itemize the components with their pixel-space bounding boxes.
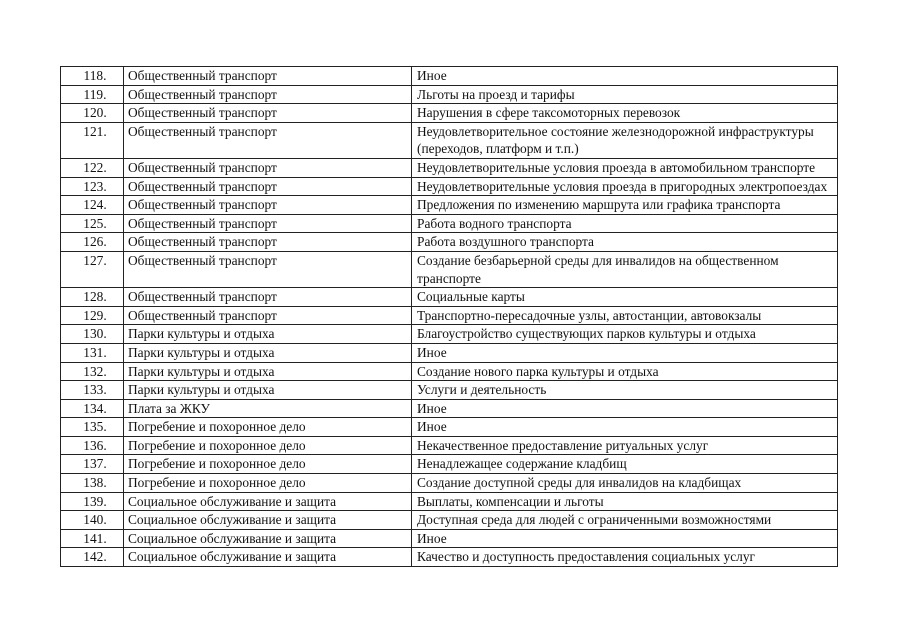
- table-row: [61, 251, 838, 287]
- table-row: [61, 233, 838, 252]
- category-cell: Общественный транспорт: [124, 196, 412, 215]
- table-row: [61, 325, 838, 344]
- subcategory-cell: Иное: [412, 67, 838, 86]
- table-row: [61, 104, 838, 123]
- subcategory-cell: Ненадлежащее содержание кладбищ: [412, 455, 838, 474]
- table-row: [61, 214, 838, 233]
- subcategory-cell: Иное: [412, 399, 838, 418]
- table-row: [61, 306, 838, 325]
- category-cell: Парки культуры и отдыха: [124, 362, 412, 381]
- subcategory-cell: Нарушения в сфере таксомоторных перевозок: [412, 104, 838, 123]
- table-row: [61, 177, 838, 196]
- subcategory-cell: Неудовлетворительные условия проезда в пригородных электропоездах: [412, 177, 838, 196]
- table-row: [61, 288, 838, 307]
- row-number-cell: 129.: [61, 306, 124, 325]
- row-number-cell: 126.: [61, 233, 124, 252]
- table-row: [61, 122, 838, 158]
- category-cell: Парки культуры и отдыха: [124, 343, 412, 362]
- category-cell: Погребение и похоронное дело: [124, 436, 412, 455]
- category-cell: Общественный транспорт: [124, 85, 412, 104]
- subcategory-cell: Иное: [412, 529, 838, 548]
- category-cell: Погребение и похоронное дело: [124, 455, 412, 474]
- table-row: [61, 511, 838, 530]
- table-row: [61, 418, 838, 437]
- table-row: [61, 196, 838, 215]
- subcategory-cell: Льготы на проезд и тарифы: [412, 85, 838, 104]
- row-number-cell: 123.: [61, 177, 124, 196]
- row-number-cell: 130.: [61, 325, 124, 344]
- category-cell: Общественный транспорт: [124, 158, 412, 177]
- row-number-cell: 133.: [61, 381, 124, 400]
- table-row: [61, 436, 838, 455]
- subcategory-cell: Работа водного транспорта: [412, 214, 838, 233]
- row-number-cell: 122.: [61, 158, 124, 177]
- table-row: [61, 548, 838, 567]
- row-number-cell: 127.: [61, 251, 124, 287]
- row-number-cell: 139.: [61, 492, 124, 511]
- row-number-cell: 140.: [61, 511, 124, 530]
- table-body: [61, 67, 838, 567]
- category-cell: Социальное обслуживание и защита: [124, 529, 412, 548]
- category-cell: Погребение и похоронное дело: [124, 474, 412, 493]
- table-row: [61, 158, 838, 177]
- subcategory-cell: Выплаты, компенсации и льготы: [412, 492, 838, 511]
- table-row: [61, 381, 838, 400]
- category-cell: Общественный транспорт: [124, 67, 412, 86]
- subcategory-cell: Неудовлетворительное состояние железнодорожной инфраструктуры (переходов, платформ и т.п.): [412, 122, 838, 158]
- row-number-cell: 121.: [61, 122, 124, 158]
- subcategory-cell: Транспортно-пересадочные узлы, автостанции, автовокзалы: [412, 306, 838, 325]
- row-number-cell: 132.: [61, 362, 124, 381]
- subcategory-cell: Благоустройство существующих парков культуры и отдыха: [412, 325, 838, 344]
- category-cell: Социальное обслуживание и защита: [124, 492, 412, 511]
- category-cell: Общественный транспорт: [124, 233, 412, 252]
- subcategory-cell: Работа воздушного транспорта: [412, 233, 838, 252]
- table-row: [61, 455, 838, 474]
- table-row: [61, 492, 838, 511]
- table-row: [61, 474, 838, 493]
- subcategory-cell: Создание доступной среды для инвалидов на кладбищах: [412, 474, 838, 493]
- category-cell: Социальное обслуживание и защита: [124, 548, 412, 567]
- row-number-cell: 125.: [61, 214, 124, 233]
- subcategory-cell: Качество и доступность предоставления социальных услуг: [412, 548, 838, 567]
- row-number-cell: 135.: [61, 418, 124, 437]
- subcategory-cell: Социальные карты: [412, 288, 838, 307]
- row-number-cell: 131.: [61, 343, 124, 362]
- table-row: [61, 85, 838, 104]
- row-number-cell: 137.: [61, 455, 124, 474]
- category-cell: Общественный транспорт: [124, 251, 412, 287]
- category-cell: Погребение и похоронное дело: [124, 418, 412, 437]
- table-row: [61, 529, 838, 548]
- table-row: [61, 399, 838, 418]
- category-cell: Общественный транспорт: [124, 122, 412, 158]
- category-cell: Общественный транспорт: [124, 214, 412, 233]
- category-cell: Общественный транспорт: [124, 104, 412, 123]
- table-row: [61, 343, 838, 362]
- row-number-cell: 119.: [61, 85, 124, 104]
- category-cell: Общественный транспорт: [124, 306, 412, 325]
- category-cell: Социальное обслуживание и защита: [124, 511, 412, 530]
- row-number-cell: 120.: [61, 104, 124, 123]
- subcategory-cell: Неудовлетворительные условия проезда в автомобильном транспорте: [412, 158, 838, 177]
- category-cell: Парки культуры и отдыха: [124, 325, 412, 344]
- row-number-cell: 134.: [61, 399, 124, 418]
- subcategory-cell: Иное: [412, 343, 838, 362]
- category-table: [60, 66, 838, 567]
- subcategory-cell: Создание нового парка культуры и отдыха: [412, 362, 838, 381]
- table-row: [61, 362, 838, 381]
- row-number-cell: 128.: [61, 288, 124, 307]
- table-row: [61, 67, 838, 86]
- row-number-cell: 136.: [61, 436, 124, 455]
- subcategory-cell: Доступная среда для людей с ограниченными возможностями: [412, 511, 838, 530]
- subcategory-cell: Услуги и деятельность: [412, 381, 838, 400]
- subcategory-cell: Создание безбарьерной среды для инвалидов на общественном транспорте: [412, 251, 838, 287]
- subcategory-cell: Иное: [412, 418, 838, 437]
- row-number-cell: 138.: [61, 474, 124, 493]
- category-cell: Общественный транспорт: [124, 288, 412, 307]
- category-cell: Парки культуры и отдыха: [124, 381, 412, 400]
- row-number-cell: 118.: [61, 67, 124, 86]
- category-cell: Плата за ЖКУ: [124, 399, 412, 418]
- row-number-cell: 141.: [61, 529, 124, 548]
- subcategory-cell: Некачественное предоставление ритуальных услуг: [412, 436, 838, 455]
- row-number-cell: 142.: [61, 548, 124, 567]
- category-cell: Общественный транспорт: [124, 177, 412, 196]
- subcategory-cell: Предложения по изменению маршрута или графика транспорта: [412, 196, 838, 215]
- row-number-cell: 124.: [61, 196, 124, 215]
